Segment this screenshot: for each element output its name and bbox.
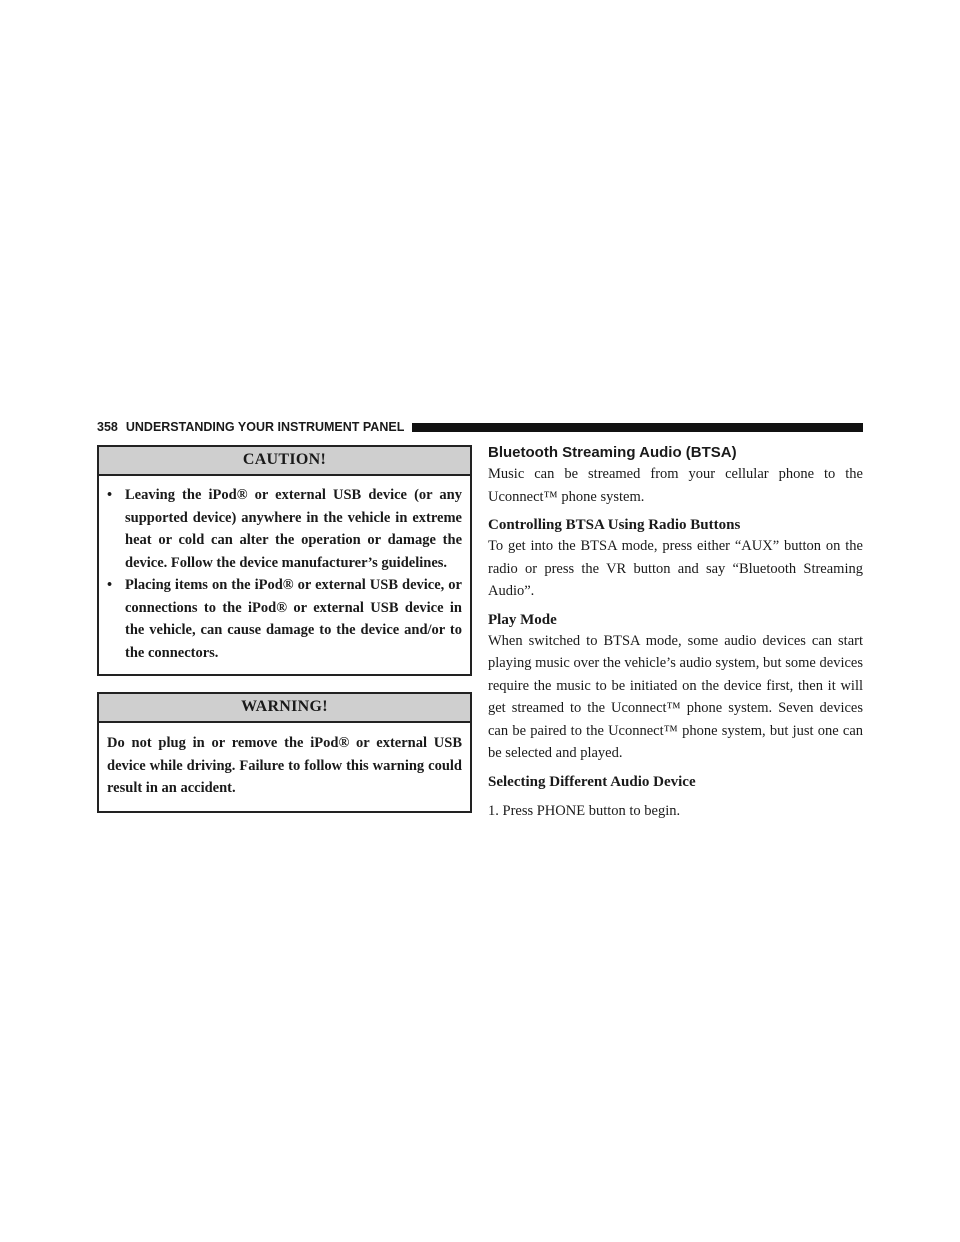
header-rule xyxy=(412,423,863,432)
right-column xyxy=(488,444,863,822)
play-mode-text: When switched to BTSA mode, some audio devices can start playing music over the vehicle’s audio system, but some devices require the music to be initiated on the device first, then it will get streamed to the Uconnect™ phone system. Seven devices can be paired to the Uconnect™ phone system, but just one can be selected and played. xyxy=(488,632,863,761)
warning-text: Do not plug in or remove the iPod® or external USB device while driving. Failure to follow this warning could result in an accident. xyxy=(107,735,462,796)
caution-item-text: Leaving the iPod® or external USB device (or any supported device) anywhere in the vehicle in extreme heat or cold can alter the operation or damage the device. Follow the device manufacturer’s guidelines. xyxy=(125,487,462,571)
caution-item xyxy=(107,574,462,664)
btsa-intro: Music can be streamed from your cellular phone to the Uconnect™ phone system. xyxy=(488,466,863,505)
bullet-icon: • xyxy=(107,487,113,503)
warning-title: WARNING! xyxy=(99,694,470,723)
warning-box xyxy=(97,692,472,813)
caution-box xyxy=(97,445,472,676)
btsa-heading: Bluetooth Streaming Audio (BTSA) xyxy=(488,444,737,461)
caution-item xyxy=(107,484,462,574)
play-mode-heading: Play Mode xyxy=(488,611,557,628)
selecting-heading: Selecting Different Audio Device xyxy=(488,773,696,790)
page-header xyxy=(97,419,863,435)
left-column xyxy=(97,445,472,829)
caution-title: CAUTION! xyxy=(99,447,470,476)
controlling-heading: Controlling BTSA Using Radio Buttons xyxy=(488,517,741,533)
controlling-text: To get into the BTSA mode, press either “AUX” button on the radio or press the VR button and say “Bluetooth Streaming Audio”. xyxy=(488,538,863,599)
page-number: 358 xyxy=(97,420,118,434)
caution-item-text: Placing items on the iPod® or external USB device, or connections to the iPod® or external USB device in the vehicle, can cause damage to the device and/or to the connectors. xyxy=(125,577,462,661)
step-1: 1. Press PHONE button to begin. xyxy=(488,802,681,819)
section-title: UNDERSTANDING YOUR INSTRUMENT PANEL xyxy=(125,420,405,434)
bullet-icon: • xyxy=(107,577,113,593)
caution-body xyxy=(99,476,470,674)
